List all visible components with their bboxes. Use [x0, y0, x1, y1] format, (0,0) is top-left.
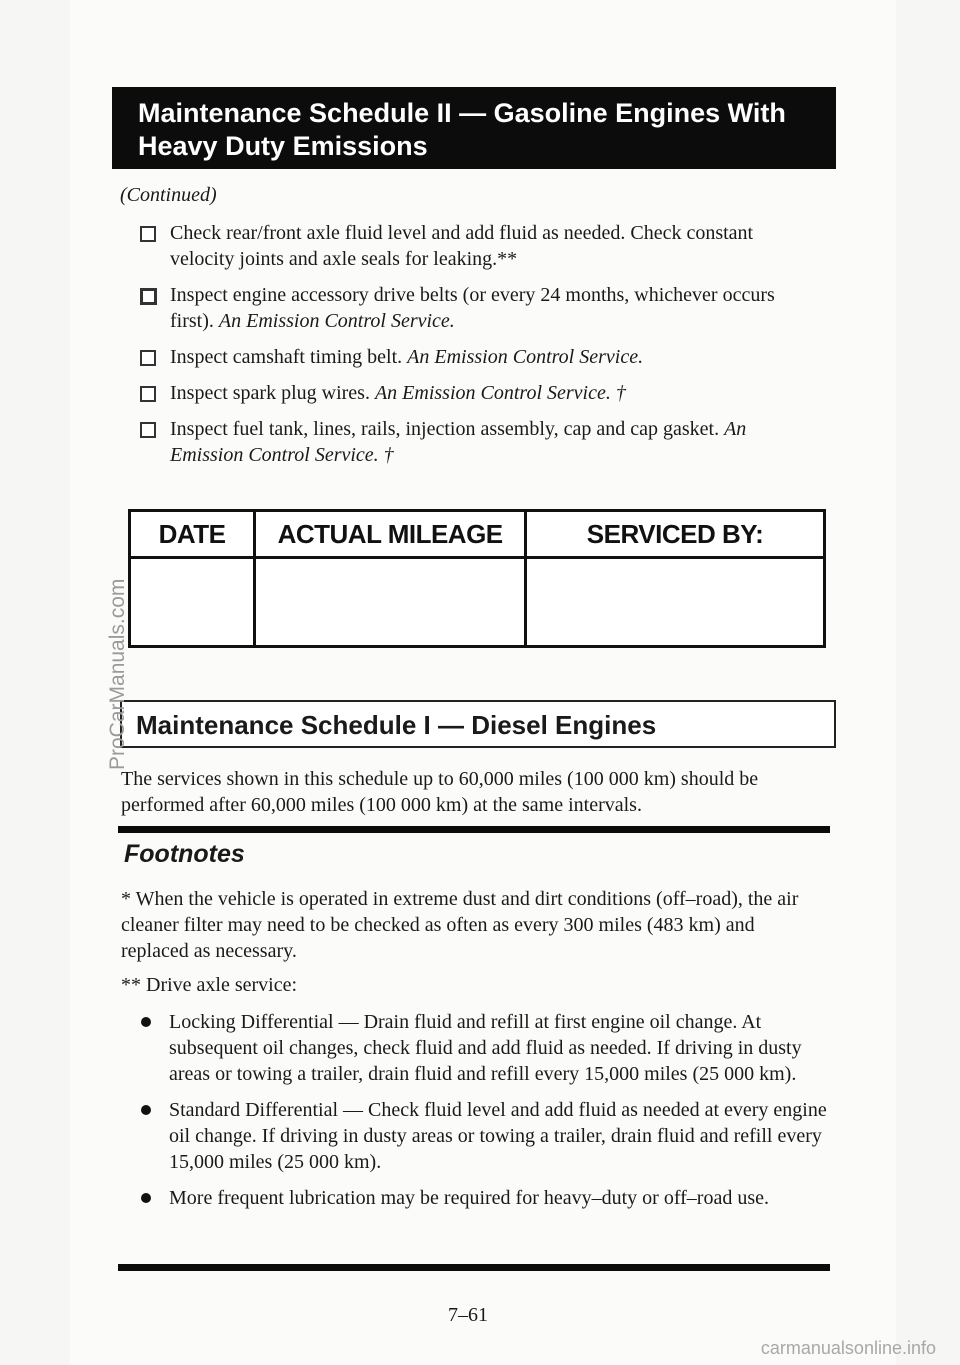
checkbox-icon[interactable]: [140, 350, 156, 366]
diesel-section-heading: Maintenance Schedule I — Diesel Engines: [120, 700, 836, 748]
continued-label: (Continued): [120, 184, 217, 206]
banner-title-line2: Heavy Duty Emissions: [138, 131, 428, 161]
checklist-item-emphasis: An Emission Control Service. †: [170, 418, 747, 466]
checkbox-icon[interactable]: [140, 386, 156, 402]
checklist-item-text: Check rear/front axle fluid level and add fluid as needed. Check constant velocity joints and axle seals for leaking.**: [170, 222, 754, 270]
bullet-text: More frequent lubrication may be required for heavy–duty or off–road use.: [169, 1187, 769, 1209]
bottom-watermark: carmanualsonline.info: [760, 1338, 936, 1358]
bullet-text: Locking Differential — Drain fluid and refill at first engine oil change. At subsequent oil changes, check fluid and add fluid as needed. If driving in dusty areas or towing a trailer, drain fluid and refill every 15,000 miles (25 000 km).: [169, 1011, 802, 1085]
checklist-item: [140, 220, 820, 272]
checklist-item-text: Inspect camshaft timing belt.: [170, 346, 408, 368]
service-record-table: [128, 509, 826, 648]
serviced-by-cell[interactable]: [526, 558, 825, 647]
footnote-double-star: ** Drive axle service:: [121, 974, 298, 996]
bullet-icon: [141, 1017, 151, 1027]
banner-title-line1: Maintenance Schedule II — Gasoline Engines With: [138, 98, 786, 128]
bullet-text: Standard Differential — Check fluid level and add fluid as needed at every engine oil change. If driving in dusty areas or towing a trailer, drain fluid and refill every 15,000 miles (25 000 km).: [169, 1099, 827, 1173]
mileage-cell[interactable]: [255, 558, 526, 647]
bullet-icon: [141, 1193, 151, 1203]
checklist-item-emphasis: An Emission Control Service.: [218, 310, 455, 332]
drive-axle-bullets: [140, 1009, 830, 1221]
checkbox-icon[interactable]: [140, 226, 156, 242]
section-banner: [112, 87, 836, 169]
list-item: [140, 1185, 830, 1211]
checklist-item: [140, 282, 820, 334]
header-date: DATE: [130, 511, 255, 558]
header-actual-mileage: ACTUAL MILEAGE: [255, 511, 526, 558]
checkbox-icon[interactable]: [140, 288, 157, 305]
footnotes-heading: Footnotes: [124, 840, 245, 868]
list-item: [140, 1097, 830, 1175]
checkbox-icon[interactable]: [140, 422, 156, 438]
footnote-star: * When the vehicle is operated in extreme dust and dirt conditions (off–road), the air cleaner filter may need to be checked as often as every 300 miles (483 km) and replaced as necessary.: [121, 888, 799, 962]
checklist-item: [140, 416, 820, 468]
list-item: [140, 1009, 830, 1087]
page-number: 7–61: [448, 1304, 488, 1326]
checklist-item-emphasis: An Emission Control Service.: [407, 346, 644, 368]
checklist-item-text: Inspect spark plug wires.: [170, 382, 375, 404]
side-watermark: ProCarManuals.com: [106, 578, 129, 770]
checklist-item: [140, 344, 820, 370]
header-serviced-by: SERVICED BY:: [526, 511, 825, 558]
date-cell[interactable]: [130, 558, 255, 647]
checklist-item: [140, 380, 820, 406]
divider-rule: [118, 1264, 830, 1271]
maintenance-checklist: [140, 220, 820, 478]
divider-rule: [118, 826, 830, 833]
checklist-item-text: Inspect fuel tank, lines, rails, injection assembly, cap and cap gasket.: [170, 418, 725, 440]
diesel-section-text: The services shown in this schedule up to 60,000 miles (100 000 km) should be performed after 60,000 miles (100 000 km) at the same intervals.: [121, 768, 759, 816]
bullet-icon: [141, 1105, 151, 1115]
checklist-item-emphasis: An Emission Control Service. †: [374, 382, 626, 404]
checklist-item-text: Inspect engine accessory drive belts (or every 24 months, whichever occurs first).: [170, 284, 775, 332]
